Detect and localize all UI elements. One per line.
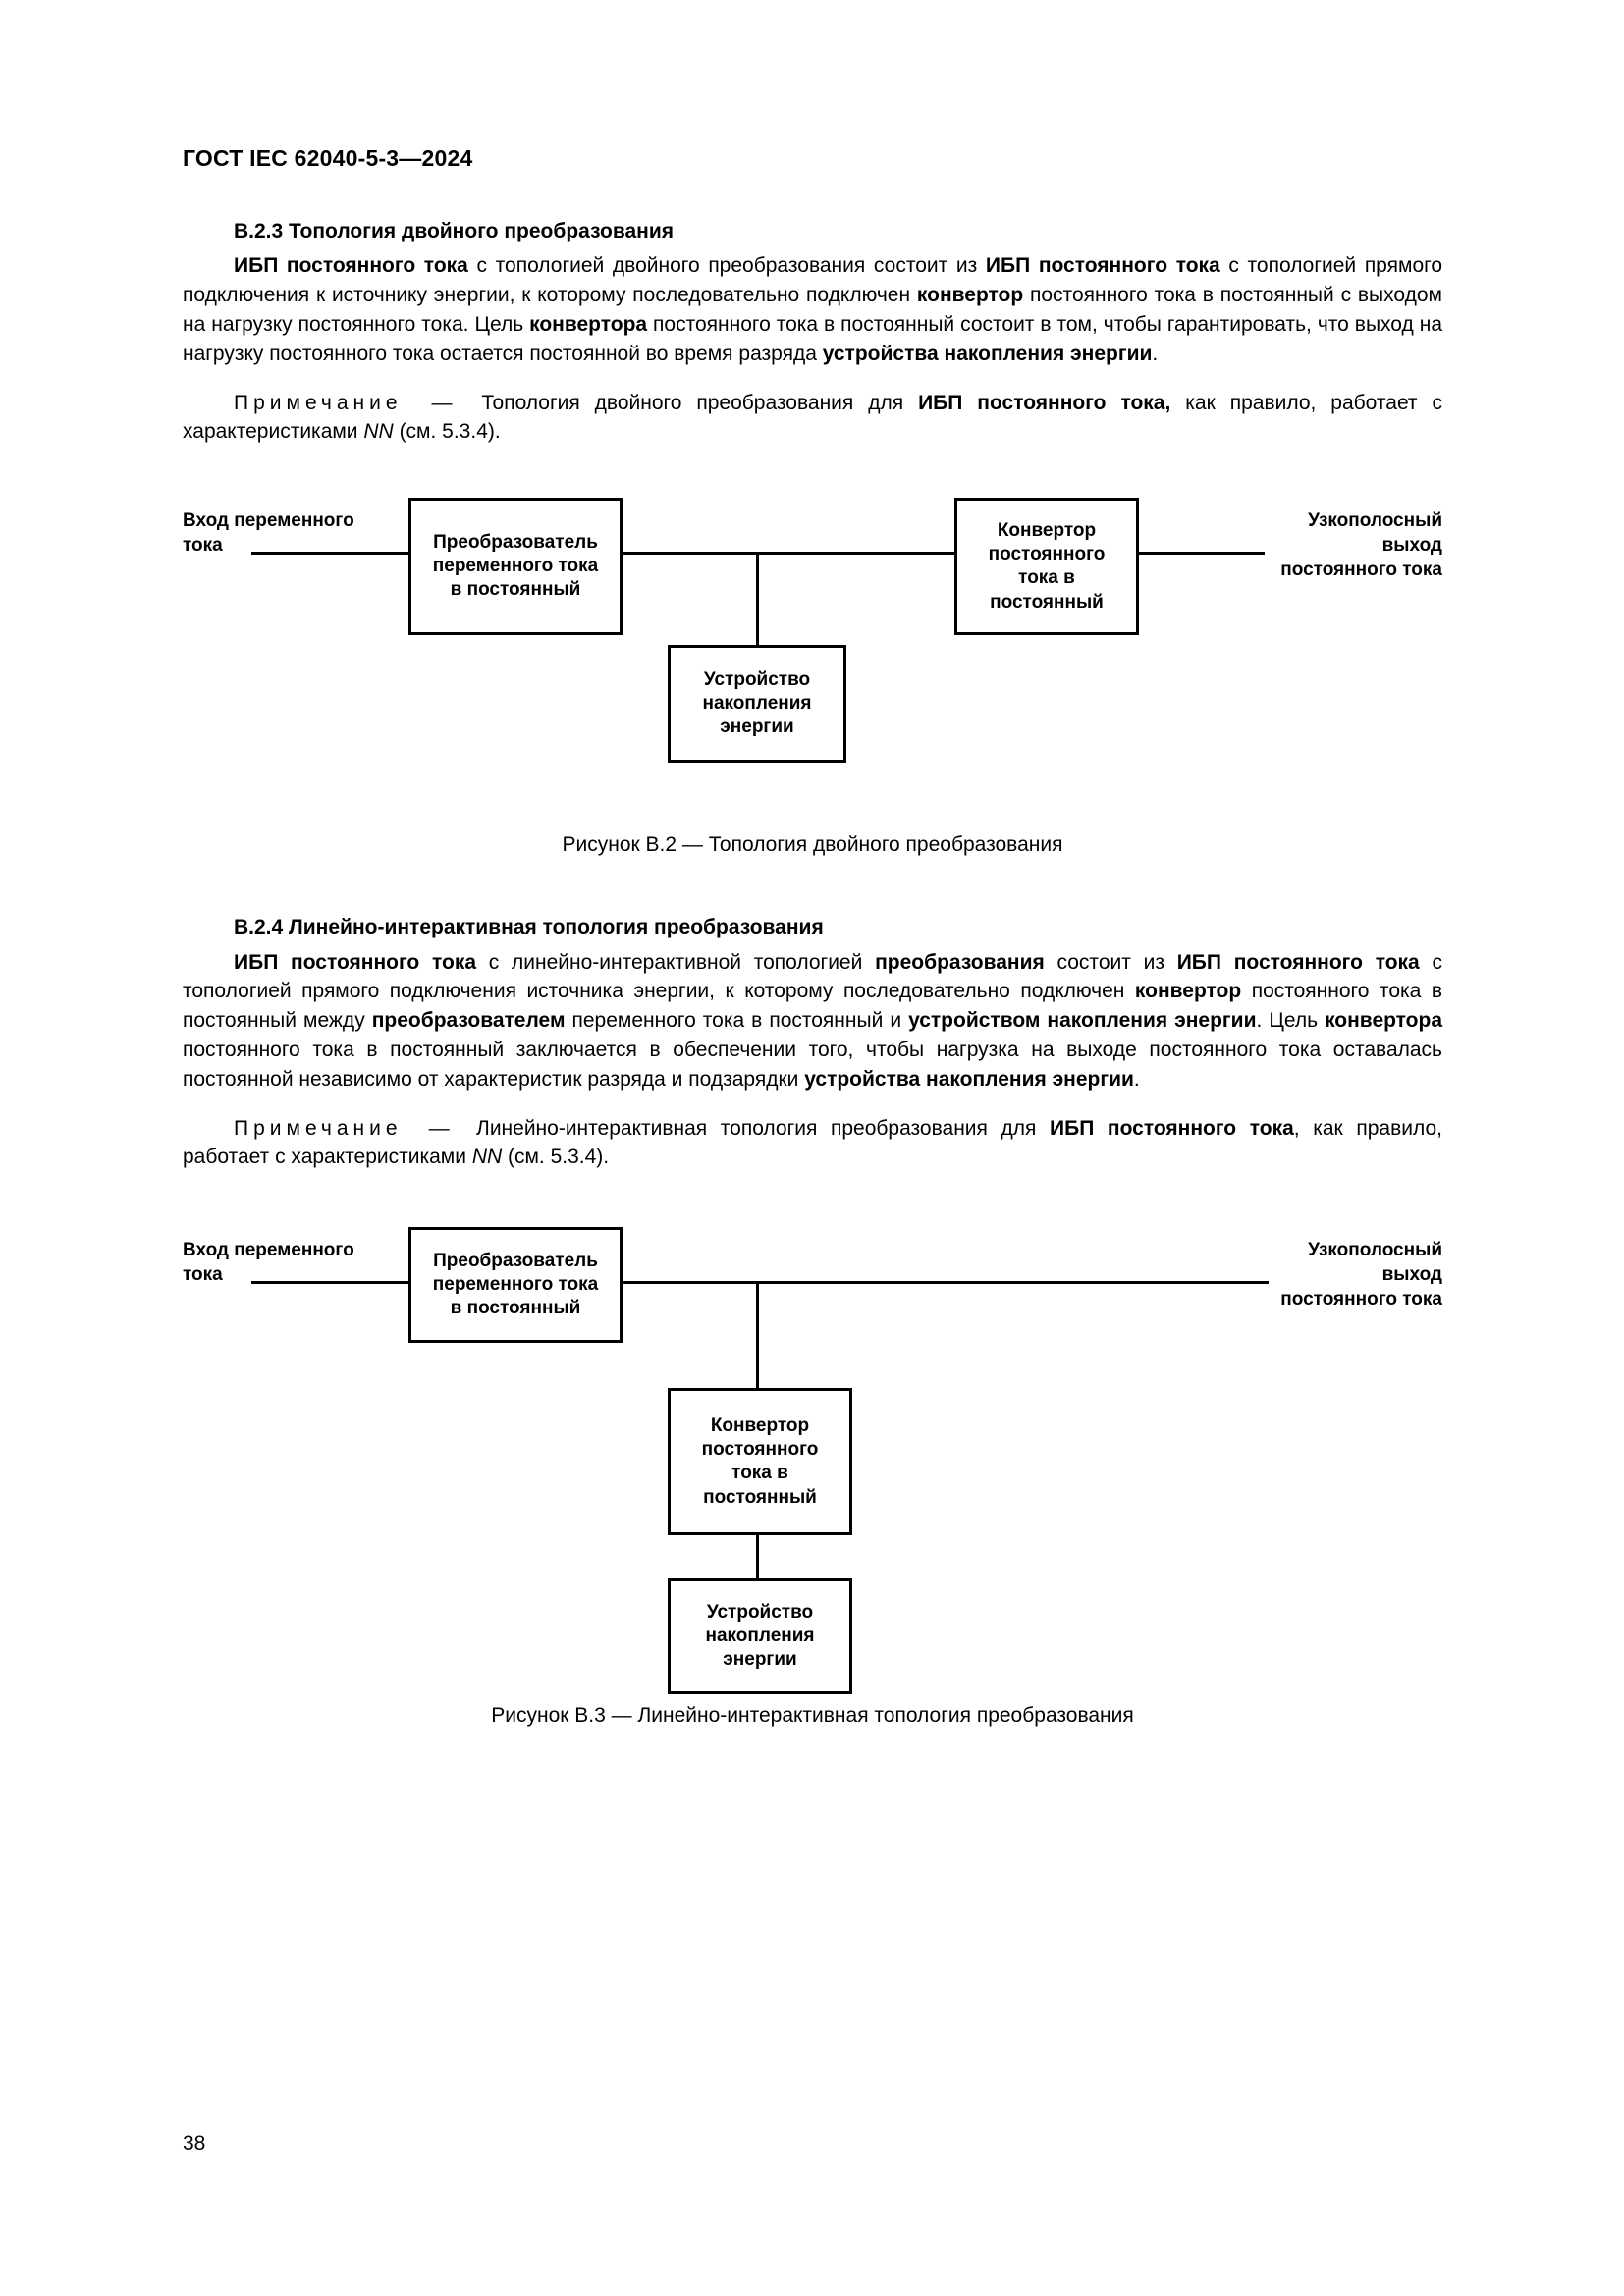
figure-b3-output-label: Узкополосный выход постоянного тока bbox=[1280, 1240, 1442, 1309]
figure-b2-line-bus-right bbox=[758, 552, 954, 555]
document-content bbox=[183, 218, 1442, 1728]
page-header: ГОСТ IEC 62040-5-3—2024 bbox=[183, 145, 473, 171]
figure-b2-input-label: Вход переменного тока bbox=[183, 510, 354, 556]
figure-b2-line-drop-storage bbox=[756, 552, 759, 648]
section-heading-b23: B.2.3 Топология двойного преобразования bbox=[234, 220, 674, 242]
figure-b2 bbox=[183, 488, 1442, 857]
figure-b2-caption: Рисунок B.2 — Топология двойного преобразования bbox=[562, 833, 1063, 857]
figure-b2-box-energy-storage: Устройство накопления энергии bbox=[668, 645, 846, 763]
section-heading-b24: B.2.4 Линейно-интерактивная топология преобразования bbox=[234, 916, 824, 939]
figure-b3-box-energy-storage: Устройство накопления энергии bbox=[668, 1578, 852, 1694]
figure-b2-box-ac-dc-converter: Преобразователь переменного тока в постоянный bbox=[408, 498, 623, 635]
section-note-b24: Примечание — Линейно-интерактивная топология преобразования для ИБП постоянного тока, как правило, работает с характеристиками NN (см. 5.3.4). bbox=[183, 1116, 1442, 1169]
figure-b3 bbox=[183, 1217, 1442, 1728]
section-paragraph-b23: ИБП постоянного тока с топологией двойного преобразования состоит из ИБП постоянного тока с топологией прямого подключения к источнику энергии, к которому последовательно подключен конвертор постоянного тока в постоянный с выходом на нагрузку постоянного тока. Цель конвертора постоянного тока в постоянный состоит в том, чтобы гарантировать, что выход на нагрузку постоянного тока остается постоянной во время разряда устройства накопления энергии. bbox=[183, 254, 1442, 365]
figure-b2-box-dc-dc-converter: Конвертор постоянного тока в постоянный bbox=[954, 498, 1139, 635]
figure-b3-line-bus bbox=[621, 1281, 1269, 1284]
section-paragraph-b24: ИБП постоянного тока с линейно-интерактивной топологией преобразования состоит из ИБП постоянного тока с топологией прямого подключения источника энергии, к которому последовательно подключен конвертор постоянного тока в постоянный между преобразователем переменного тока в постоянный и устройством накопления энергии. Цель конвертора постоянного тока в постоянный заключается в обеспечении того, чтобы нагрузка на выходе постоянного тока оставалась постоянной независимо от характеристик разряда и подзарядки устройства накопления энергии. bbox=[183, 950, 1443, 1091]
section-note-b23: Примечание — Топология двойного преобразования для ИБП постоянного тока, как правило, работает с характеристиками NN (см. 5.3.4). bbox=[183, 391, 1442, 444]
figure-b2-diagram bbox=[183, 488, 1442, 812]
figure-b2-output-label: Узкополосный выход постоянного тока bbox=[1280, 510, 1442, 580]
figure-b3-box-dc-dc-converter: Конвертор постоянного тока в постоянный bbox=[668, 1388, 852, 1535]
figure-b3-input-label: Вход переменного тока bbox=[183, 1240, 354, 1285]
figure-b3-box-ac-dc-converter: Преобразователь переменного тока в постоянный bbox=[408, 1227, 623, 1343]
figure-b3-line-drop-storage bbox=[756, 1533, 759, 1582]
figure-b2-line-bus-left bbox=[621, 552, 758, 555]
figure-b3-caption: Рисунок B.3 — Линейно-интерактивная топология преобразования bbox=[491, 1704, 1134, 1728]
page-number: 38 bbox=[183, 2132, 206, 2155]
figure-b3-line-drop-converter bbox=[756, 1281, 759, 1391]
figure-b3-diagram bbox=[183, 1217, 1442, 1679]
